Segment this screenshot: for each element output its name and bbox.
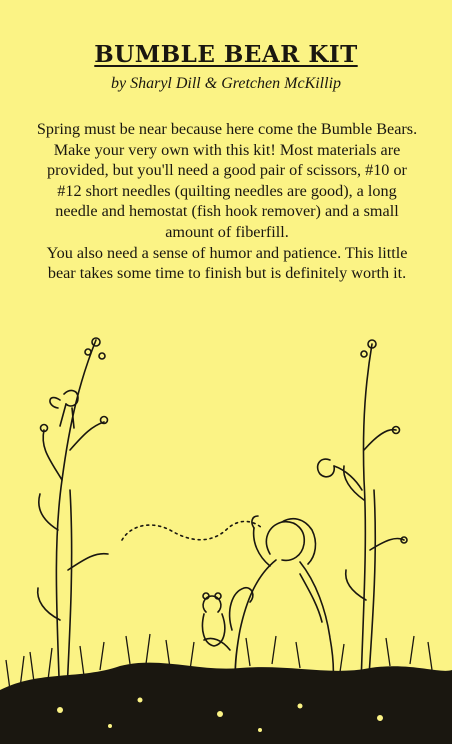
author-byline: by Sharyl Dill & Gretchen McKillip: [110, 75, 342, 92]
description-paragraph-materials: Spring must be near because here come the Bumble Bears. Make your very own with this kit! Most materials are provided, but you'll need a good pair of scissors, #10 or #12 short needles (quilting needles are good), a long needle and hemostat (fish hook remover) and a small amount of fiberfill.: [36, 120, 418, 241]
kit-description: [36, 119, 418, 284]
page-title: BUMBLE BEAR KIT: [94, 41, 358, 68]
garden-girl-illustration: [0, 330, 452, 744]
description-paragraph-patience: You also need a sense of humor and patience. This little bear takes some time to finish but is definitely worth it.: [46, 243, 408, 283]
